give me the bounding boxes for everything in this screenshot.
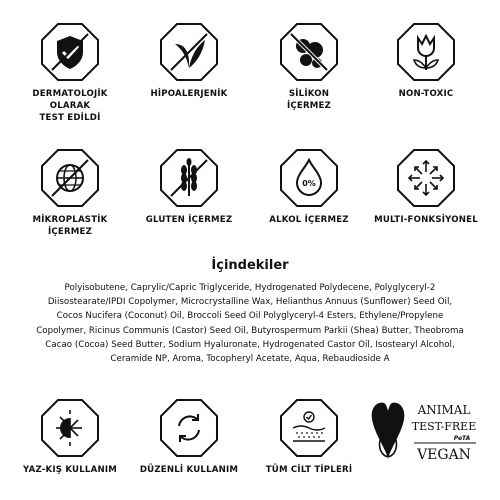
peta-line3: VEGAN <box>417 447 471 463</box>
microplastic-free-globe-icon <box>40 148 100 208</box>
badge-alcohol <box>254 148 364 226</box>
badge-silicone <box>254 22 364 112</box>
drop-percent: 0% <box>302 179 316 188</box>
peta-brand: PeTA <box>453 435 471 442</box>
badge-label: MULTI-FONKSİYONEL <box>374 215 478 225</box>
peta-bunny-icon <box>372 403 405 459</box>
peta-line1: ANIMAL <box>417 403 471 417</box>
badge-microplastic <box>15 148 125 238</box>
sun-snowflake-icon <box>40 398 100 458</box>
badge-label-2: TEST EDİLDİ <box>39 113 101 123</box>
badge-label: YAZ-KIŞ KULLANIM <box>23 465 117 475</box>
badge-label-2: İÇERMEZ <box>47 227 93 237</box>
ingredients-title: İçindekiler <box>211 258 289 273</box>
silicone-free-icon <box>279 22 339 82</box>
badge-gluten <box>134 148 244 226</box>
badge-label: TÜM CİLT TİPLERİ <box>265 465 353 475</box>
alcohol-free-drop-icon <box>279 148 339 208</box>
badge-label: SİLİKON <box>288 89 330 99</box>
badge-dermatology <box>15 22 125 124</box>
ingredients-text: Polyisobutene, Caprylic/Capric Triglyceride, Hydrogenated Polydecene, Polyglyceryl-2 Diisostearate/IPDI Copolymer, Microcrystalline Wax, Helianthus Annuus (Sunflower) Seed Oil, Cocos Nucifera (Coconut) Oil, Broccoli Seed Oil Polyglyceryl-4 Esters, Ethylene/Propylene Copolymer, Ricinus Communis (Castor) Seed Oil, Butyrospermum Parkii (Shea) Butter, Theobroma Cacao (Cocoa) Seed Butter, Sodium Hyaluronate, Hydrogenated Castor Oil, Isostearyl Alcohol, Ceramide NP, Aroma, Tocopheryl Acetate, Aqua, Rebaudioside A <box>36 283 464 365</box>
badge-multi <box>371 148 481 226</box>
badge-all-skin <box>254 398 364 476</box>
dermatology-shield-icon <box>40 22 100 82</box>
peta-badge <box>364 397 484 477</box>
badge-non-toxic <box>371 22 481 100</box>
badge-label: DERMATOLOJİK OLARAK <box>32 89 108 111</box>
multi-function-arrows-icon <box>396 148 456 208</box>
badge-label: ALKOL İÇERMEZ <box>269 215 349 225</box>
badge-label: DÜZENLİ KULLANIM <box>139 465 239 475</box>
gluten-free-wheat-icon <box>159 148 219 208</box>
skin-layers-check-icon <box>279 398 339 458</box>
badge-summer-winter <box>15 398 125 476</box>
hypoallergenic-leaves-icon <box>159 22 219 82</box>
badge-label: NON-TOXIC <box>398 89 454 99</box>
refresh-cycle-icon <box>159 398 219 458</box>
badge-label: HİPOALERJENİK <box>150 89 228 99</box>
tulip-icon <box>396 22 456 82</box>
peta-line2: TEST-FREE <box>411 420 477 433</box>
badge-hypoallergenic <box>134 22 244 100</box>
badge-label-2: İÇERMEZ <box>286 101 332 111</box>
badge-label: GLUTEN İÇERMEZ <box>145 215 233 225</box>
badge-regular-use <box>134 398 244 476</box>
badge-label: MİKROPLASTİK <box>32 215 108 225</box>
